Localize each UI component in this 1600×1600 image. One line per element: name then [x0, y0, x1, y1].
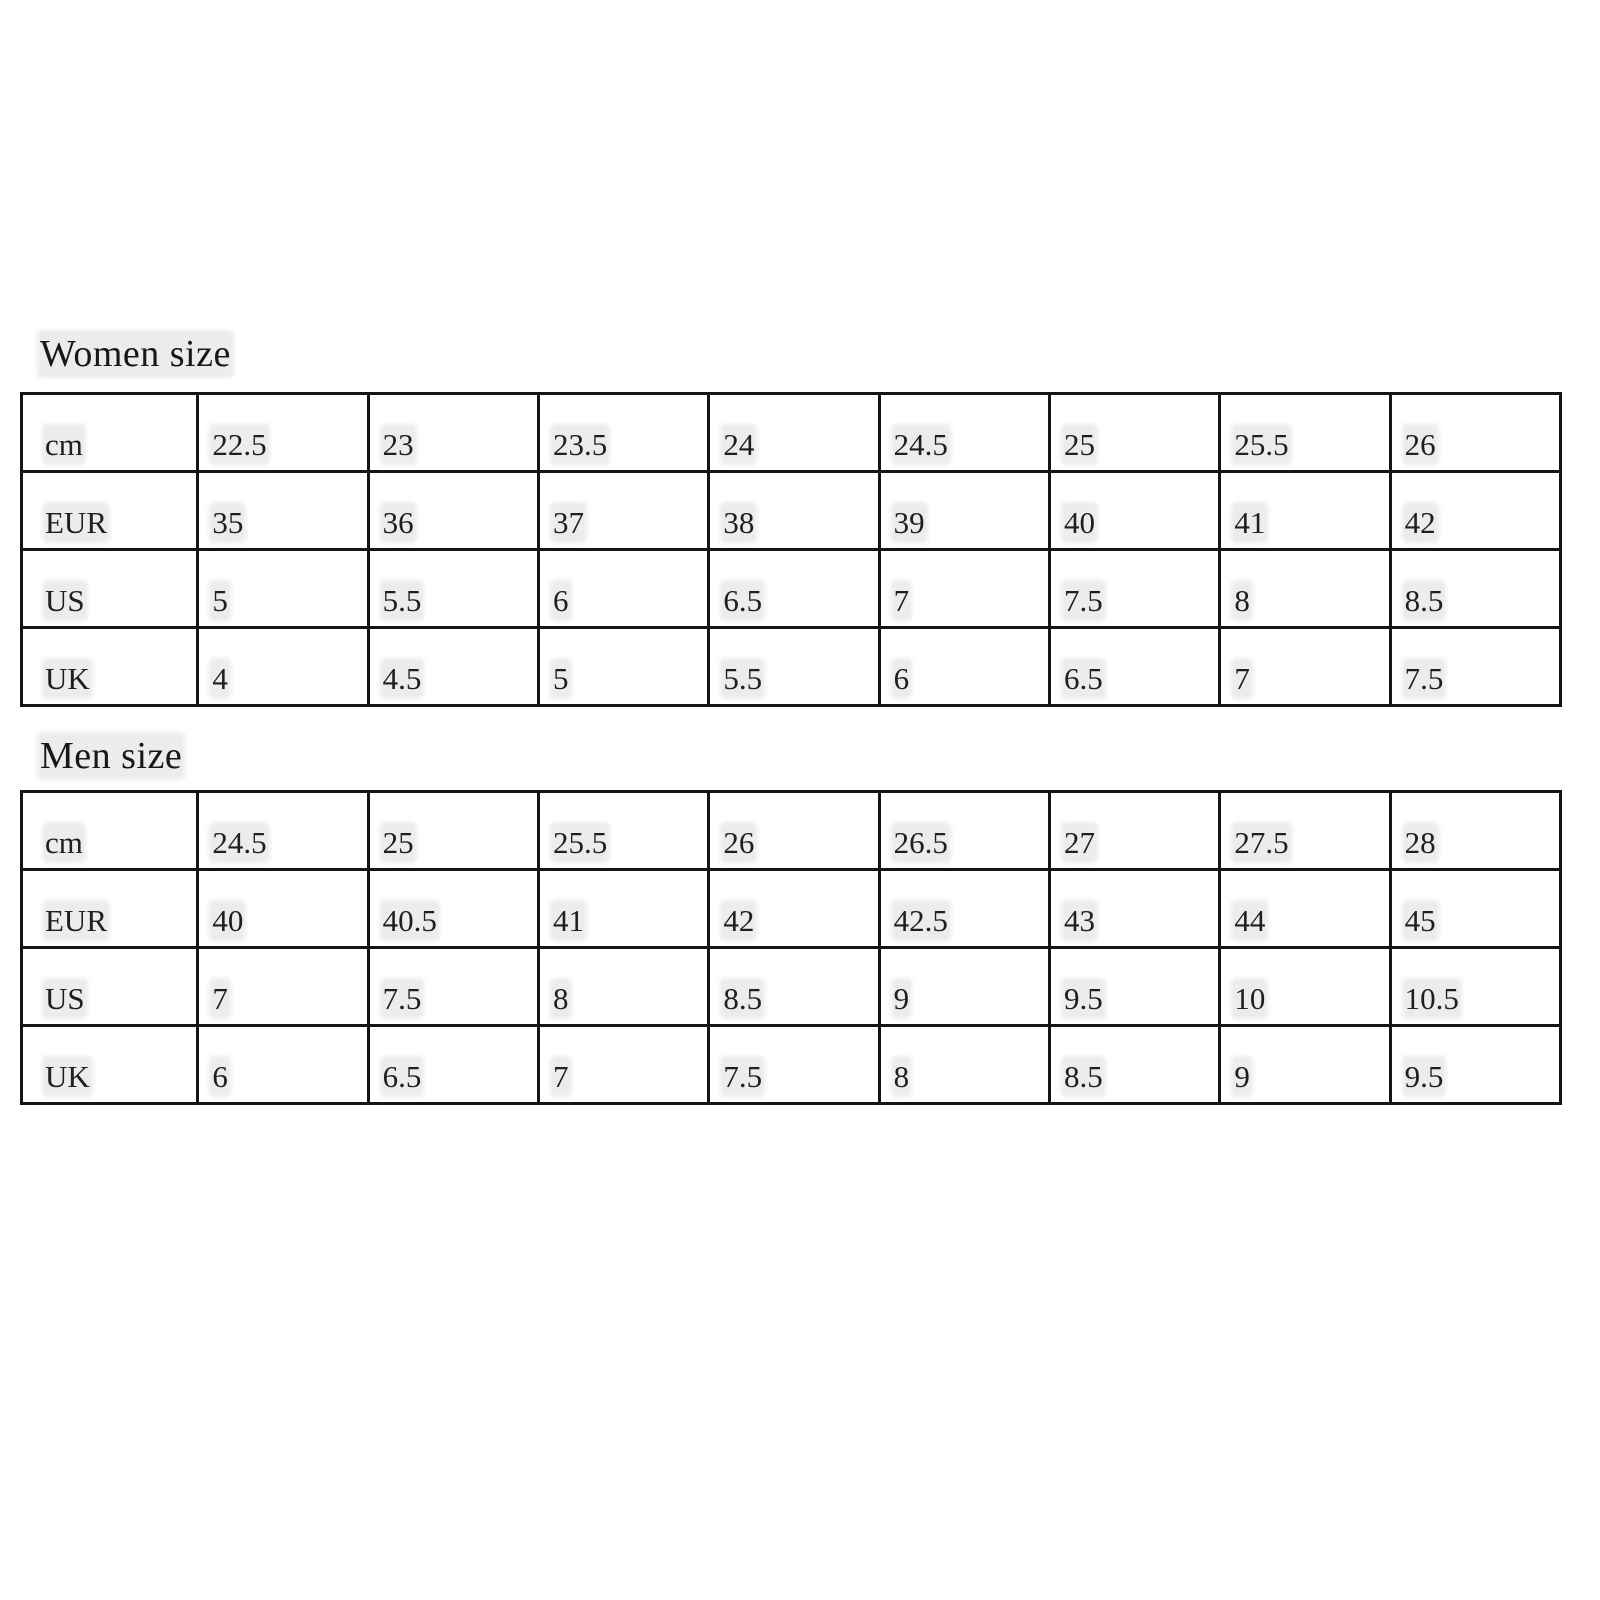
size-value: 25.5	[1234, 427, 1289, 462]
size-value-cell	[1049, 1026, 1219, 1104]
size-value-cell	[709, 550, 879, 628]
size-value: 7	[1234, 661, 1250, 696]
size-value-cell	[1049, 550, 1219, 628]
size-value-cell	[539, 550, 709, 628]
size-value: 24.5	[212, 825, 267, 860]
size-value: 6	[212, 1059, 228, 1094]
size-value-cell	[1049, 792, 1219, 870]
size-value-cell	[709, 394, 879, 472]
size-value-cell	[198, 948, 368, 1026]
size-value: 8.5	[1063, 1059, 1103, 1094]
size-value: 7	[212, 981, 228, 1016]
size-value-cell	[539, 792, 709, 870]
size-value: 25	[382, 825, 414, 860]
size-value: 6.5	[382, 1059, 422, 1094]
size-value: 8	[1234, 583, 1250, 618]
size-value: 40	[212, 903, 244, 938]
size-value: 41	[553, 903, 584, 938]
size-value: 38	[723, 505, 755, 540]
size-value: 26.5	[893, 825, 948, 860]
size-value-cell	[1220, 472, 1390, 550]
table-row-uk	[22, 628, 1561, 706]
size-value-cell	[198, 628, 368, 706]
size-value-cell	[1220, 948, 1390, 1026]
size-value: 44	[1234, 903, 1266, 938]
size-value-cell	[539, 472, 709, 550]
row-label: US	[45, 981, 85, 1016]
size-value-cell	[1390, 472, 1560, 550]
size-value-cell	[1220, 550, 1390, 628]
size-value-cell	[1390, 394, 1560, 472]
size-value-cell	[1390, 792, 1560, 870]
size-value: 22.5	[212, 427, 267, 462]
size-value-cell	[198, 472, 368, 550]
size-value-cell	[539, 948, 709, 1026]
size-value-cell	[198, 1026, 368, 1104]
size-value: 42.5	[893, 903, 948, 938]
size-value-cell	[879, 394, 1049, 472]
women-size-title	[40, 334, 231, 376]
men-size-table	[20, 790, 1562, 1105]
size-value: 27.5	[1234, 825, 1289, 860]
size-value-cell	[879, 948, 1049, 1026]
size-value: 5	[553, 661, 569, 696]
size-value: 8.5	[723, 981, 763, 1016]
size-value: 6.5	[1063, 661, 1103, 696]
size-value-cell	[1049, 628, 1219, 706]
size-value-cell	[879, 628, 1049, 706]
row-label: cm	[45, 825, 83, 860]
row-label-cell	[22, 792, 198, 870]
table-row-uk	[22, 1026, 1561, 1104]
size-value: 7	[893, 583, 910, 618]
row-label: EUR	[45, 505, 107, 540]
size-value-cell	[198, 792, 368, 870]
size-value-cell	[1390, 870, 1560, 948]
size-value-cell	[539, 1026, 709, 1104]
size-value-cell	[709, 870, 879, 948]
women-size-title-text: Women size	[40, 333, 231, 375]
size-value-cell	[1390, 628, 1560, 706]
size-value: 7.5	[723, 1059, 763, 1094]
size-value-cell	[368, 1026, 538, 1104]
size-value: 40	[1063, 505, 1095, 540]
size-value: 5.5	[723, 661, 763, 696]
row-label-cell	[22, 550, 198, 628]
size-value: 6	[893, 661, 910, 696]
size-value: 10.5	[1404, 981, 1459, 1016]
size-value-cell	[1390, 550, 1560, 628]
size-value: 37	[553, 505, 584, 540]
size-value: 8	[553, 981, 569, 1016]
table-row-eur	[22, 472, 1561, 550]
size-value: 9.5	[1063, 981, 1103, 1016]
size-value: 27	[1063, 825, 1095, 860]
row-label: UK	[45, 661, 90, 696]
size-value: 35	[212, 505, 244, 540]
size-value: 40.5	[382, 903, 437, 938]
size-value-cell	[368, 472, 538, 550]
size-value-cell	[1220, 792, 1390, 870]
size-value-cell	[1220, 870, 1390, 948]
size-value-cell	[368, 948, 538, 1026]
size-value: 41	[1234, 505, 1266, 540]
size-value-cell	[198, 394, 368, 472]
size-value: 7.5	[1063, 583, 1103, 618]
size-value: 26	[723, 825, 755, 860]
table-row-eur	[22, 870, 1561, 948]
size-value: 8.5	[1404, 583, 1444, 618]
size-value: 28	[1404, 825, 1436, 860]
size-value-cell	[1220, 628, 1390, 706]
size-value: 39	[893, 505, 925, 540]
row-label: EUR	[45, 903, 107, 938]
row-label: cm	[45, 427, 83, 462]
size-value-cell	[879, 870, 1049, 948]
size-value: 7.5	[1404, 661, 1444, 696]
size-value-cell	[709, 948, 879, 1026]
size-value-cell	[709, 628, 879, 706]
row-label-cell	[22, 1026, 198, 1104]
size-value-cell	[198, 550, 368, 628]
table-row-cm	[22, 792, 1561, 870]
size-value: 6	[553, 583, 569, 618]
size-value: 7.5	[382, 981, 422, 1016]
size-value: 9.5	[1404, 1059, 1444, 1094]
size-value: 24	[723, 427, 755, 462]
women-size-table	[20, 392, 1562, 707]
size-value: 42	[1404, 505, 1436, 540]
size-value-cell	[709, 792, 879, 870]
size-value: 23	[382, 427, 414, 462]
size-value: 42	[723, 903, 755, 938]
size-value: 8	[893, 1059, 910, 1094]
size-value-cell	[1049, 948, 1219, 1026]
size-value-cell	[709, 472, 879, 550]
size-value: 45	[1404, 903, 1436, 938]
size-value: 9	[1234, 1059, 1250, 1094]
size-value-cell	[879, 792, 1049, 870]
size-value-cell	[879, 550, 1049, 628]
size-value-cell	[539, 870, 709, 948]
size-value-cell	[1220, 1026, 1390, 1104]
size-value: 25.5	[553, 825, 608, 860]
size-value: 5	[212, 583, 228, 618]
size-value-cell	[1390, 1026, 1560, 1104]
row-label-cell	[22, 394, 198, 472]
row-label-cell	[22, 472, 198, 550]
size-value: 4.5	[382, 661, 422, 696]
size-value-cell	[368, 628, 538, 706]
size-value-cell	[368, 792, 538, 870]
size-value: 7	[553, 1059, 569, 1094]
row-label: UK	[45, 1059, 90, 1094]
size-value: 9	[893, 981, 910, 1016]
size-value: 6.5	[723, 583, 763, 618]
size-value-cell	[539, 394, 709, 472]
row-label: US	[45, 583, 85, 618]
size-value: 26	[1404, 427, 1436, 462]
row-label-cell	[22, 870, 198, 948]
size-value-cell	[539, 628, 709, 706]
size-value-cell	[1049, 472, 1219, 550]
men-size-title-text: Men size	[40, 735, 183, 777]
size-value-cell	[1220, 394, 1390, 472]
size-value: 4	[212, 661, 228, 696]
size-value-cell	[1049, 394, 1219, 472]
size-value: 5.5	[382, 583, 422, 618]
size-value-cell	[879, 1026, 1049, 1104]
size-value-cell	[368, 394, 538, 472]
size-value-cell	[879, 472, 1049, 550]
table-row-us	[22, 948, 1561, 1026]
men-size-title	[40, 736, 182, 778]
table-row-us	[22, 550, 1561, 628]
size-value-cell	[1049, 870, 1219, 948]
row-label-cell	[22, 628, 198, 706]
size-value: 36	[382, 505, 414, 540]
size-value-cell	[198, 870, 368, 948]
size-value: 10	[1234, 981, 1266, 1016]
size-value-cell	[1390, 948, 1560, 1026]
size-value-cell	[368, 550, 538, 628]
size-value-cell	[368, 870, 538, 948]
size-value: 25	[1063, 427, 1095, 462]
size-value: 24.5	[893, 427, 948, 462]
size-value: 23.5	[553, 427, 608, 462]
row-label-cell	[22, 948, 198, 1026]
table-row-cm	[22, 394, 1561, 472]
size-value: 43	[1063, 903, 1095, 938]
size-value-cell	[709, 1026, 879, 1104]
